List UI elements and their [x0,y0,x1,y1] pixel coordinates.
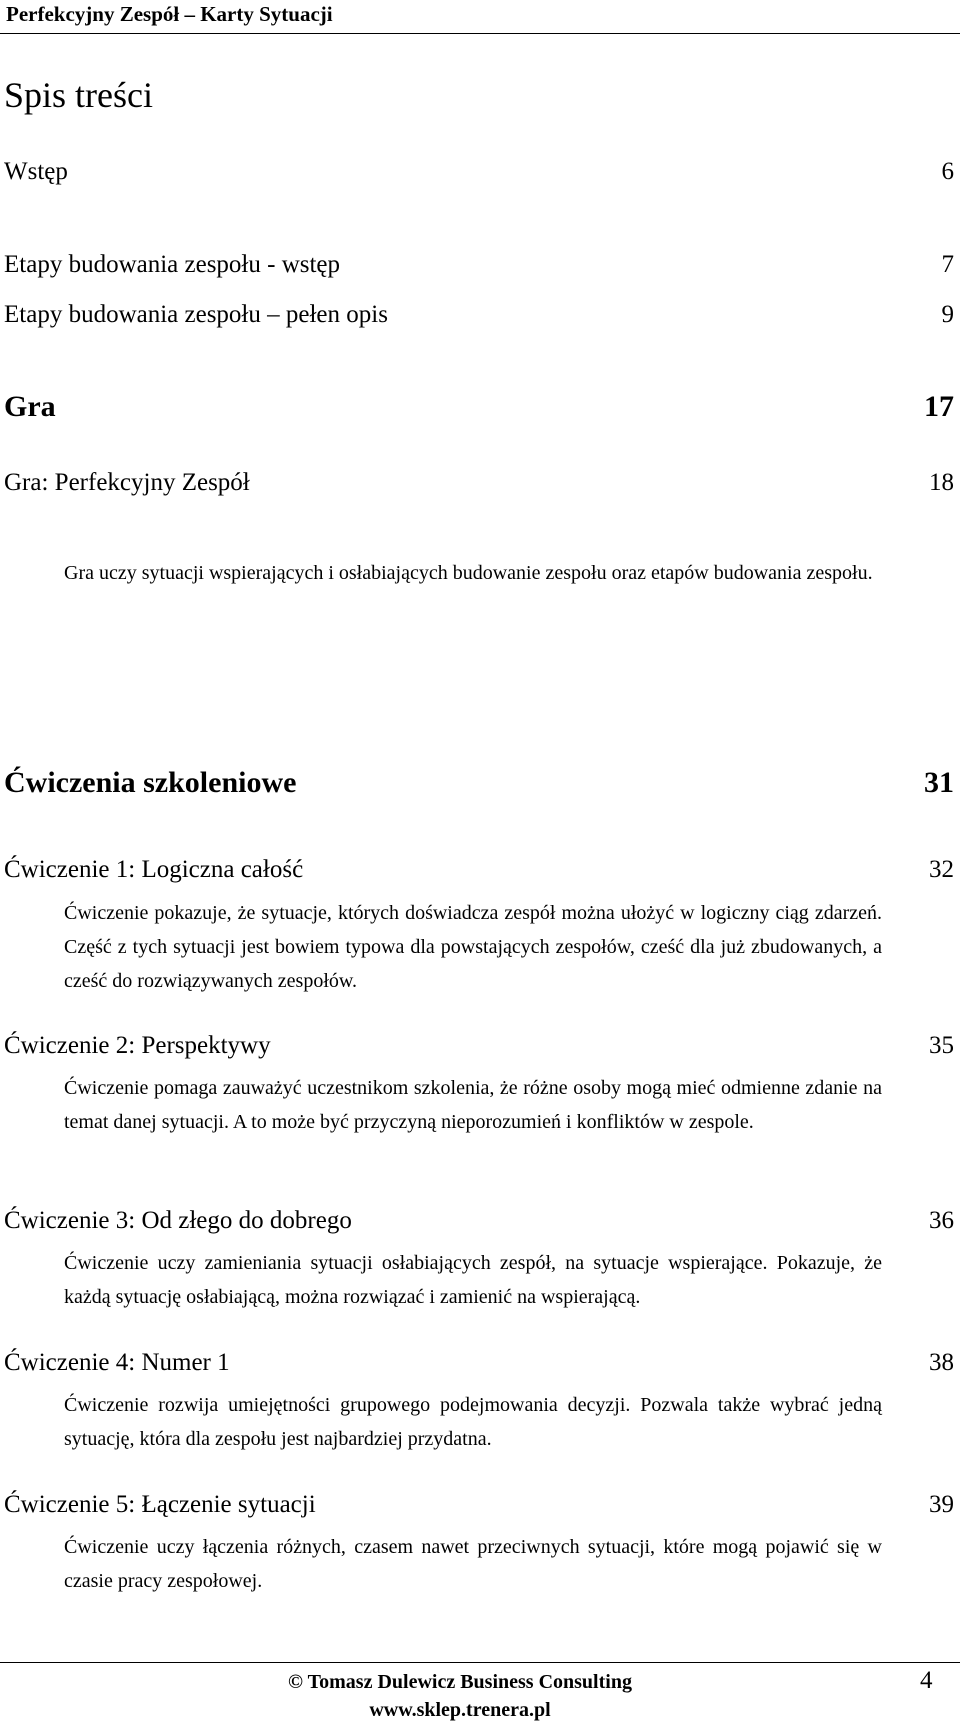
toc-entry-description: Ćwiczenie uczy łączenia różnych, czasem nawet przeciwnych sytuacji, które mogą pojawić się w czasie pracy zespołowej. [64,1536,882,1592]
toc-entry-ex5[interactable] [4,1491,954,1519]
toc-entry-ex2[interactable] [4,1032,954,1060]
toc-entry-label: Ćwiczenie 1: Logiczna całość [4,856,304,883]
toc-entry-description: Gra uczy sytuacji wspierających i osłabiających budowanie zespołu oraz etapów budowania zespołu. [64,562,873,584]
running-header-title: Perfekcyjny Zespół – Karty Sytuacji [6,2,333,26]
footer-divider [0,1662,960,1663]
toc-entry-ex4[interactable] [4,1349,954,1377]
toc-entry-page: 32 [929,856,954,883]
header-divider [0,33,960,34]
toc-entry-page: 38 [929,1349,954,1376]
toc-entry-stages-intro[interactable] [4,251,954,279]
toc-entry-page: 36 [929,1207,954,1234]
toc-section-exercises[interactable] [4,766,954,800]
toc-entry-ex3[interactable] [4,1207,954,1235]
toc-entry-stages-full[interactable] [4,301,954,329]
toc-entry-ex1[interactable] [4,856,954,884]
toc-entry-page: 6 [941,158,954,185]
toc-entry-label: Etapy budowania zespołu – pełen opis [4,301,388,328]
toc-section-page: 31 [924,766,954,799]
toc-entry-label: Ćwiczenie 2: Perspektywy [4,1032,271,1059]
toc-entry-game-perfect[interactable] [4,469,954,497]
toc-entry-label: Etapy budowania zespołu - wstęp [4,251,341,278]
toc-section-label: Gra [4,390,56,423]
toc-section-page: 17 [924,390,954,423]
toc-entry-intro[interactable] [4,158,954,186]
toc-entry-description: Ćwiczenie pomaga zauważyć uczestnikom szkolenia, że różne osoby mogą mieć odmienne zdanie na temat danej sytuacji. A to może być przyczyną nieporozumień i konfliktów w zespole. [64,1077,882,1133]
toc-heading: Spis treści [4,75,153,115]
toc-entry-label: Wstęp [4,158,68,185]
toc-entry-description: Ćwiczenie rozwija umiejętności grupowego podejmowania decyzji. Pozwala także wybrać jedną sytuację, która dla zespołu jest najbardziej przydatna. [64,1394,882,1450]
toc-section-game[interactable] [4,390,954,424]
toc-entry-label: Ćwiczenie 3: Od złego do dobrego [4,1207,352,1234]
toc-section-label: Ćwiczenia szkoleniowe [4,766,297,799]
footer-url[interactable]: www.sklep.trenera.pl [369,1699,551,1721]
toc-entry-page: 9 [941,301,954,328]
toc-entry-description: Ćwiczenie pokazuje, że sytuacje, których doświadcza zespół można ułożyć w logiczny ciąg zdarzeń. Część z tych sytuacji jest bowiem typowa dla powstających zespołów, cześć dla już zbudowanych, a cześć do rozwiązywanych zespołów. [64,902,882,992]
toc-entry-label: Ćwiczenie 5: Łączenie sytuacji [4,1491,316,1518]
footer-page-number: 4 [920,1667,933,1694]
toc-entry-label: Ćwiczenie 4: Numer 1 [4,1349,230,1376]
toc-entry-description: Ćwiczenie uczy zamieniania sytuacji osłabiających zespół, na sytuacje wspierające. Pokazuje, że każdą sytuację osłabiającą, można rozwiązać i zamienić na wspierającą. [64,1252,882,1308]
toc-entry-page: 35 [929,1032,954,1059]
toc-entry-page: 39 [929,1491,954,1518]
footer-company: © Tomasz Dulewicz Business Consulting [288,1671,632,1693]
toc-entry-page: 7 [941,251,954,278]
toc-entry-page: 18 [929,469,954,496]
toc-entry-label: Gra: Perfekcyjny Zespół [4,469,250,496]
